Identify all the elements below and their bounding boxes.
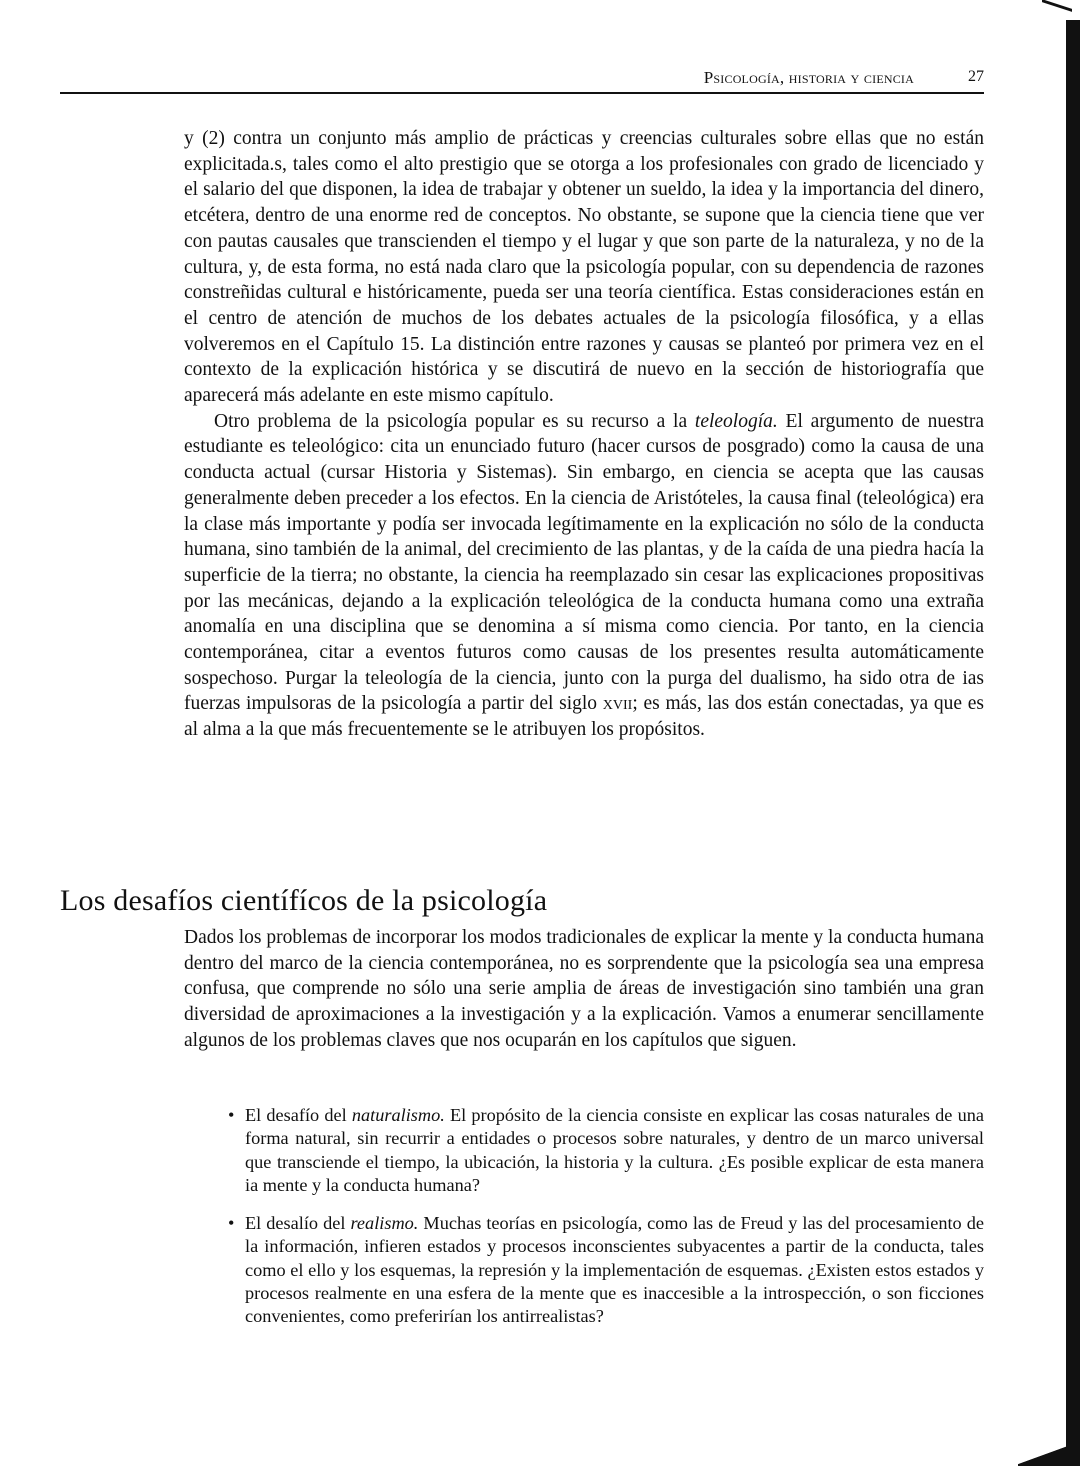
- challenge-list: [228, 1104, 984, 1344]
- text-run: ; es más, las dos están conectadas, ya que es al alma a la que más frecuentemente se le atribuyen los propósitos.: [184, 693, 984, 741]
- text-run: Otro problema de la psicología popular es su recurso a la: [214, 410, 695, 432]
- list-item: [228, 1212, 984, 1328]
- page-header: [60, 64, 984, 94]
- emphasis-term: teleología.: [694, 410, 778, 432]
- bullet-lead: El desafío del: [245, 1105, 352, 1125]
- text-run: El argumento de nuestra estudiante es teleológico: cita un enunciado futuro (hacer cursos de posgrado) como la causa de una conducta actual (cursar Historia y Sistemas). Sin embargo, en ciencia se acepta que las causas generalmente deben preceder a los efectos. En la ciencia de Aristóteles, la causa final (teleológica) era la clase más importante y podía ser invocada legítimamente en la explicación no sólo de la conducta humana, sino también de la animal, del crecimiento de las plantas, y de la caída de una piedra hacía la superficie de la tierra; no obstante, la ciencia ha reemplazado sin cesar las explicaciones propositivas por las mecánicas, dejando a la explicación teleológica de la conducta humana como una extraña anomalía en una disciplina que se denomina a sí misma como ciencia. Por tanto, en la ciencia contemporánea, citar a eventos futuros como causas de los presentes resulta automáticamente sospechoso. Purgar la teleología de la ciencia, junto con la purga del dualismo, ha sido otra de ias fuerzas impulsoras de la psicología a partir del siglo: [184, 410, 984, 715]
- paragraph: y (2) contra un conjunto más amplio de prácticas y creencias culturales sobre ellas que no están explicitada.s, tales como el alto prestigio que se otorga a los profesionales con grado de licenciado y el salario del que disponen, la idea de trabajar y obtener un sueldo, la idea y la importancia del dinero, etcétera, dentro de una enorme red de conceptos. No obstante, se supone que la ciencia tiene que ver con pautas causales que transcienden el tiempo y el lugar y que son parte de la naturaleza, y no de la cultura, y, de esta forma, no está nada claro que la psicología popular, con su dependencia de razones constreñidas cultural e históricamente, pueda ser una teoría científica. Estas consideraciones están en el centro de atención de muchos de los debates actuales de la psicología filosófica, y a ellas volveremos en el Capítulo 15. La distinción entre razones y causas se planteó por primera vez en el contexto de la explicación histórica y se discutirá de nuevo en la sección de historiografía que aparecerá más adelante en este mismo capítulo.: [184, 128, 984, 407]
- section-heading: Los desafíos científícos de la psicología: [60, 884, 548, 917]
- bullet-term: realismo.: [350, 1213, 419, 1234]
- scan-edge-shadow: [1066, 20, 1080, 1466]
- bullet-text: El propósito de la ciencia consiste en explicar las cosas naturales de una forma natural, sin recurrir a entidades o procesos sobre naturales, y dentro de un marco universal que transciende el tiempo, la ubicación, la historia y la cultura. ¿Es posible explicar de esta manera ia mente y la conducta humana?: [245, 1105, 984, 1195]
- scan-edge-foot: [1018, 1440, 1066, 1466]
- continued-text-block: [184, 126, 984, 743]
- paragraph: Dados los problemas de incorporar los modos tradicionales de explicar la mente y la conducta humana dentro del marco de la ciencia contemporánea, no es sorprendente que la psicología sea una empresa confusa, que comprende no sólo una serie amplia de áreas de investigación sino también una gran diversidad de aproximaciones a la investigación y a la explicación. Vamos a enumerar sencillamente algunos de los problemas claves que nos ocuparán en los capítulos que siguen.: [184, 927, 984, 1051]
- paragraph-teleology: [184, 409, 984, 743]
- bullet-term: naturalismo.: [351, 1105, 445, 1125]
- section-intro: [184, 925, 984, 1054]
- bullet-lead: El desalío del: [245, 1213, 351, 1234]
- page-number: 27: [968, 68, 984, 85]
- bullet-text: Muchas teorías en psicología, como las de Freud y las del procesamiento de la información, infieren estados y procesos inconscientes subyacentes a partir de la conducta, tales como el ello y los esquemas, la represión y la implementación de esquemas. ¿Existen estos estados y procesos realmente en una esfera de la mente que es inaccesible a la introspección, o son ficciones convenientes, como preferirían los antirrealistas?: [245, 1213, 985, 1327]
- list-item: [228, 1104, 984, 1197]
- century-numeral: xvii: [602, 693, 633, 715]
- running-head: Psicología, historia y ciencia: [703, 68, 914, 87]
